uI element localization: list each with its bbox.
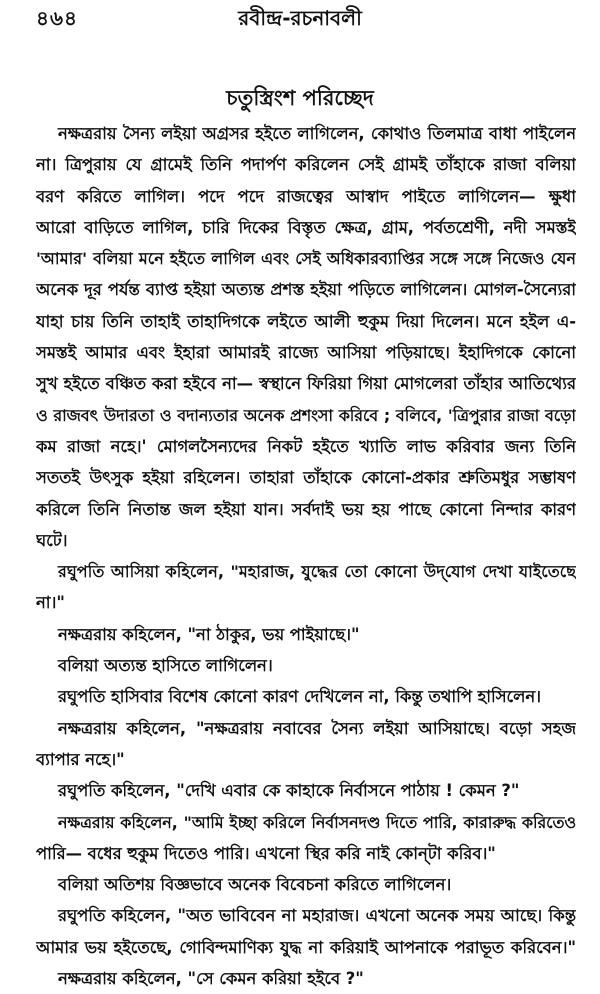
text-line: নক্ষত্ররায় কহিলেন, "আমি ইচ্ছা করিলে নির্বাসনদণ্ড দিতে পারি, কারারুদ্ধ করিতেও — [58, 812, 576, 832]
text-line: ব্যাপার নহে।" — [36, 749, 125, 769]
text-line: বলিয়া অত্যন্ত হাসিতে লাগিলেন। — [58, 656, 273, 676]
text-line: নক্ষত্ররায় কহিলেন, "নক্ষত্ররায় নবাবের সৈন্য লইয়া আসিয়াছে। বড়ো সহজ — [58, 718, 576, 738]
text-line: যাহা চায় তিনি তাহাই তাহাদিগকে লইতে আলী হুকুম দিয়া দিলেন। মনে হইল এ- — [36, 311, 576, 331]
text-line: অনেক দূর পর্যন্ত ব্যাপ্ত হইয়া অত্যন্ত প্রশস্ত হইয়া পড়িতে লাগিলেন। মোগল-সৈন্যেরা — [36, 280, 576, 300]
text-line: রঘুপতি কহিলেন, "দেখি এবার কে কাহাকে নির্বাসনে পাঠায় ! কেমন ?" — [58, 781, 520, 801]
text-line: কম রাজা নহে।' মোগলসৈন্যদের নিকট হইতে খ্যাতি লাভ করিবার জন্য তিনি — [36, 436, 576, 456]
page-number: ৪৬৪ — [36, 6, 78, 30]
text-line: বরণ করিতে লাগিল। পদে পদে রাজত্বের আস্বাদ পাইতে লাগিলেন— ক্ষুধা — [36, 186, 576, 206]
running-title: রবীন্দ্র-রচনাবলী — [238, 6, 362, 30]
chapter-title: চতুস্ত্রিংশ পরিচ্ছেদ — [226, 86, 374, 110]
body-text — [36, 118, 576, 994]
text-line: সমস্তই আমার এবং ইহারা আমারই রাজ্যে আসিয়া পড়িয়াছে। ইহাদিগকে কোনো — [36, 343, 576, 363]
text-line: নক্ষত্ররায় কহিলেন, "না ঠাকুর, ভয় পাইয়াছে।" — [58, 624, 360, 644]
text-line: ও রাজবৎ উদারতা ও বদান্যতার অনেক প্রশংসা করিবে ; বলিবে, 'ত্রিপুরার রাজা বড়ো — [36, 405, 576, 425]
text-line: আরো বাড়িতে লাগিল, চারি দিকের বিস্তৃত ক্ষেত্র, গ্রাম, পর্বতশ্রেণী, নদী সমস্তই — [36, 217, 576, 237]
text-line: না।" — [36, 593, 65, 613]
text-line: বলিয়া অতিশয় বিজ্ঞভাবে অনেক বিবেচনা করিতে লাগিলেন। — [58, 875, 452, 895]
text-line: পারি— বধের হুকুম দিতেও পারি। এখনো স্থির করি নাই কোন্‌টা করিব।" — [36, 843, 496, 863]
text-line: রঘুপতি আসিয়া কহিলেন, "মহারাজ, যুদ্ধের তো কোনো উদ্‌যোগ দেখা যাইতেছে — [58, 562, 576, 582]
text-line: রঘুপতি কহিলেন, "অত ভাবিবেন না মহারাজ। এখনো অনেক সময় আছে। কিন্তু — [58, 906, 576, 926]
text-line: 'আমার' বলিয়া মনে হইতে লাগিল এবং সেই অধিকারব্যাপ্তির সঙ্গে সঙ্গে নিজেও যেন — [36, 249, 576, 269]
text-line: নক্ষত্ররায় সৈন্য লইয়া অগ্রসর হইতে লাগিলেন, কোথাও তিলমাত্র বাধা পাইলেন — [58, 124, 576, 143]
text-line: না। ত্রিপুরায় যে গ্রামেই তিনি পদার্পণ করিলেন সেই গ্রামই তাঁহাকে রাজা বলিয়া — [36, 155, 576, 175]
text-line: করিলে তিনি নিতান্ত জল হইয়া যান। সর্বদাই ভয় হয় পাছে কোনো নিন্দার কারণ — [36, 499, 576, 519]
text-line: নক্ষত্ররায় কহিলেন, "সে কেমন করিয়া হইবে ?" — [58, 969, 364, 989]
text-line: ঘটে। — [36, 530, 68, 550]
text-line: আমার ভয় হইতেছে, গোবিন্দমাণিক্য যুদ্ধ না করিয়াই আপনাকে পরাভূত করিবেন।" — [36, 937, 576, 957]
text-line: রঘুপতি হাসিবার বিশেষ কোনো কারণ দেখিলেন না, কিন্তু তথাপি হাসিলেন। — [58, 687, 541, 707]
text-line: সততই উৎসুক হইয়া রহিলেন। তাহারা তাঁহাকে কোনো-প্রকার শ্রুতিমধুর সম্ভাষণ — [36, 468, 576, 488]
text-line: সুখ হইতে বঞ্চিত করা হইবে না— স্বস্থানে ফিরিয়া গিয়া মোগলেরা তাঁহার আতিথ্যের — [36, 374, 576, 394]
